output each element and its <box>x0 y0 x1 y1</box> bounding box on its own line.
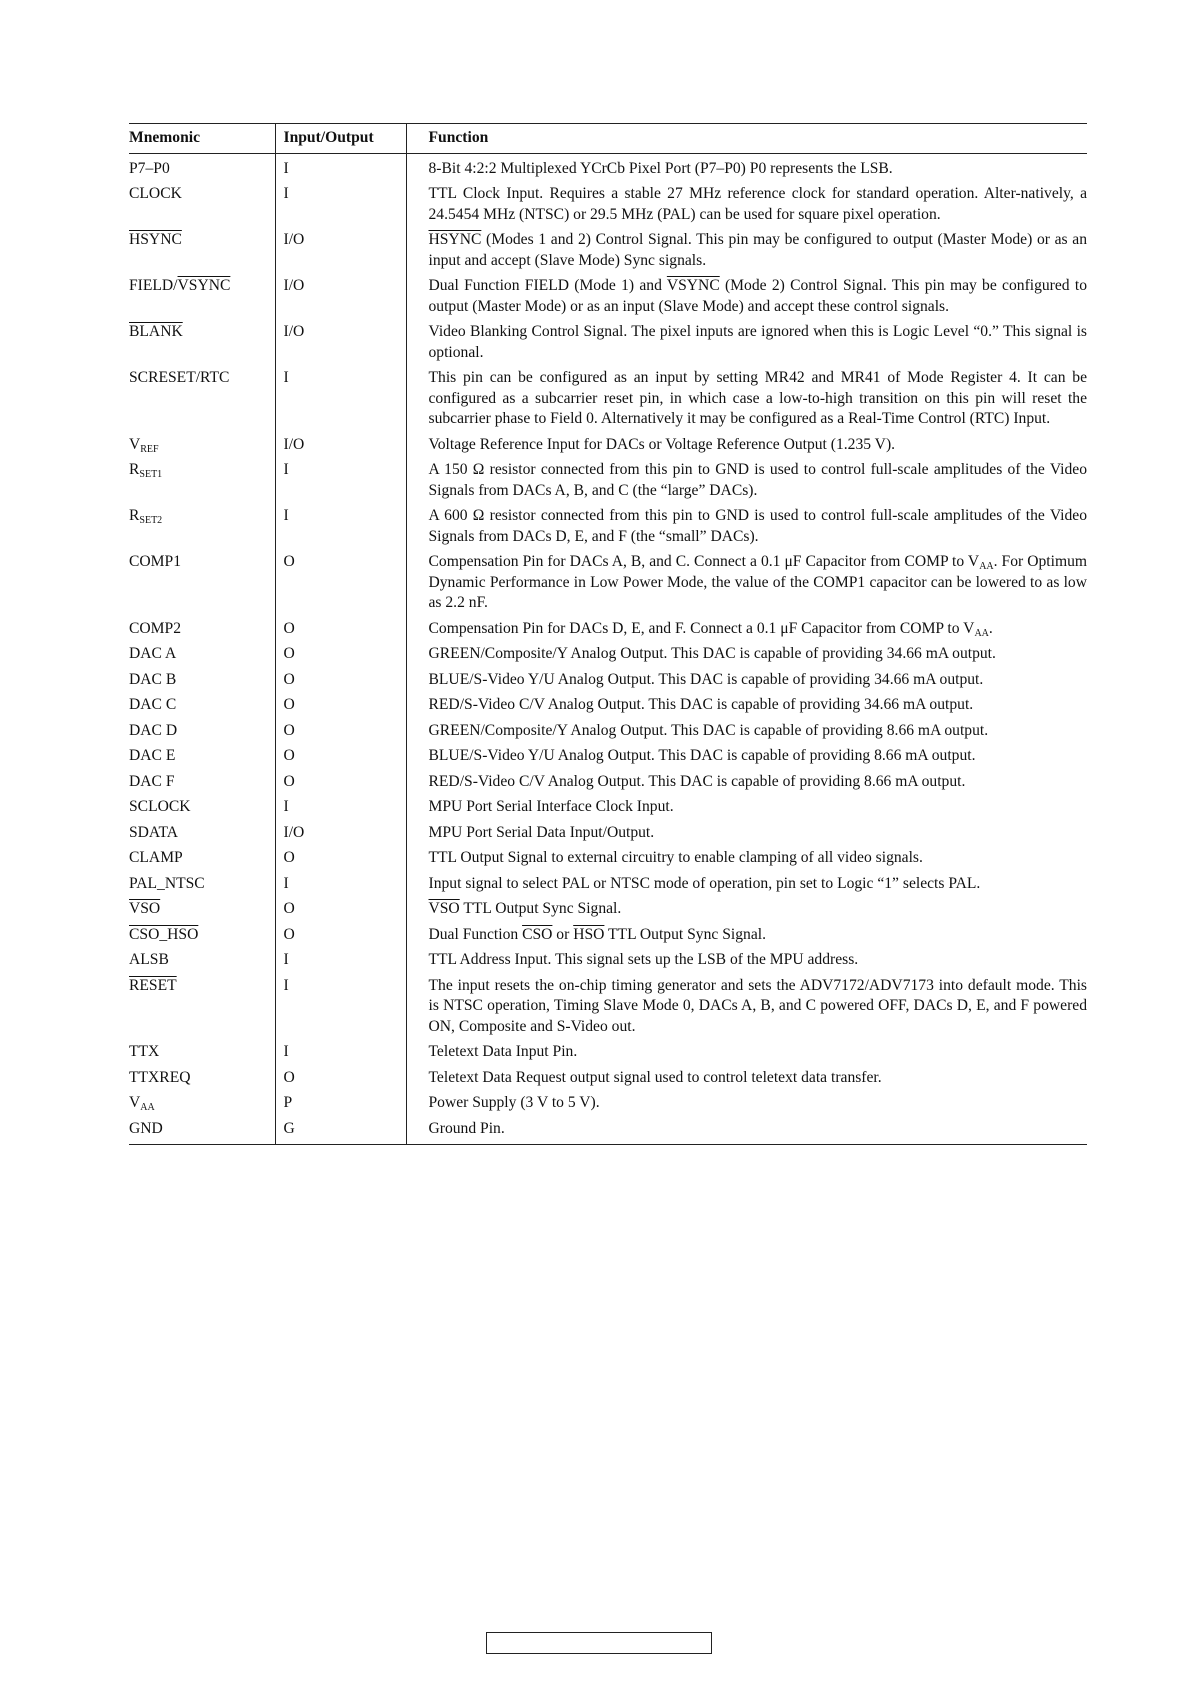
io-cell: P <box>275 1091 406 1117</box>
mnemonic-subscript: SET2 <box>139 515 163 526</box>
function-cell: Power Supply (3 V to 5 V). <box>406 1091 1087 1117</box>
io-cell: O <box>275 846 406 872</box>
function-cell: RED/S-Video C/V Analog Output. This DAC is capable of providing 8.66 mA output. <box>406 770 1087 796</box>
function-cell: TTL Output Signal to external circuitry to enable clamping of all video signals. <box>406 846 1087 872</box>
io-cell: O <box>275 744 406 770</box>
mnemonic-text: V <box>129 435 141 453</box>
mnemonic-subscript: SET1 <box>139 469 163 480</box>
mnemonic-overline-text: CSO_HSO <box>129 925 199 943</box>
io-cell: I <box>275 366 406 433</box>
function-overline-text: $\overline{VSO}$ <box>428 900 460 917</box>
function-cell <box>406 897 1087 923</box>
mnemonic-cell: TTX <box>129 1043 160 1060</box>
mnemonic-text: FIELD/ <box>129 277 178 294</box>
header-input-output: Input/Output <box>275 124 406 154</box>
io-cell: O <box>275 693 406 719</box>
table-row <box>129 846 1087 872</box>
function-subscript: AA <box>974 627 989 639</box>
io-cell: O <box>275 550 406 617</box>
mnemonic-text: R <box>129 461 140 478</box>
function-cell: Ground Pin. <box>406 1117 1087 1145</box>
io-cell: O <box>275 617 406 643</box>
mnemonic-overline-text: VSYNC <box>177 277 231 294</box>
table-row <box>129 274 1087 320</box>
mnemonic-cell: TTXREQ <box>129 1068 191 1086</box>
function-text: . For Optimum Dynamic Performance in Low Power Mode, the value of the COMP1 capacitor can be lowered to as low as 2.2 nF. <box>428 553 1087 611</box>
table-row <box>129 153 1087 182</box>
function-cell: Input signal to select PAL or NTSC mode of operation, pin set to Logic “1” selects PAL. <box>406 872 1087 898</box>
table-row <box>129 182 1087 228</box>
function-subscript: AA <box>979 561 994 572</box>
table-row <box>129 617 1087 643</box>
table-row <box>129 821 1087 847</box>
function-cell: MPU Port Serial Data Input/Output. <box>406 821 1087 847</box>
function-cell: BLUE/S-Video Y/U Analog Output. This DAC is capable of providing 8.66 mA output. <box>406 744 1087 770</box>
io-cell: O <box>275 770 406 796</box>
function-text: (Mode 2) Control Signal. This pin may be configured to output (Master Mode) or as an input (Slave Mode) and accept these control signals. <box>428 277 1087 315</box>
io-cell: I <box>275 974 406 1041</box>
function-text: or <box>552 925 574 943</box>
function-cell: TTL Address Input. This signal sets up the LSB of the MPU address. <box>406 948 1087 974</box>
mnemonic-cell: DAC C <box>129 696 177 713</box>
function-cell <box>406 274 1087 320</box>
mnemonic-cell: SCRESET/RTC <box>129 369 230 386</box>
function-text: Dual Function FIELD (Mode 1) and <box>428 277 667 294</box>
function-cell: The input resets the on-chip timing generator and sets the ADV7172/ADV7173 into default mode. This is NTSC operation, Timing Slave Mode 0, DACs A, B, and C powered OFF, DACs D, E, and F powered ON, Composite and S-Video out. <box>406 974 1087 1041</box>
io-cell: I <box>275 1040 406 1066</box>
function-cell <box>406 550 1087 617</box>
function-text: (Modes 1 and 2) Control Signal. This pin may be configured to output (Master Mode) or as an input and accept (Slave Mode) Sync signals. <box>428 231 1087 269</box>
mnemonic-subscript: REF <box>140 443 159 455</box>
io-cell: I <box>275 458 406 504</box>
io-cell: O <box>275 897 406 923</box>
function-text: TTL Output Sync Signal. <box>459 900 622 917</box>
function-text: Compensation Pin for DACs A, B, and C. Connect a 0.1 μF Capacitor from COMP to V <box>428 553 980 570</box>
io-cell: I/O <box>275 228 406 274</box>
function-text: TTL Output Sync Signal. <box>604 925 766 943</box>
function-cell: Teletext Data Input Pin. <box>406 1040 1087 1066</box>
mnemonic-cell: COMP2 <box>129 619 181 637</box>
function-cell: This pin can be configured as an input by setting MR42 and MR41 of Mode Register 4. It can be configured as a subcarrier reset pin, in which case a low-to-high transition on this pin will reset the subcarrier phase to Field 0. Alternatively it may be configured as a Real-Time Control (RTC) Input. <box>406 366 1087 433</box>
mnemonic-text: V <box>129 1094 141 1111</box>
function-cell: Teletext Data Request output signal used to control teletext data transfer. <box>406 1066 1087 1092</box>
mnemonic-cell <box>129 1091 275 1117</box>
table-row <box>129 923 1087 949</box>
io-cell: I/O <box>275 433 406 459</box>
table-row <box>129 320 1087 366</box>
table-row <box>129 550 1087 617</box>
function-cell: TTL Clock Input. Requires a stable 27 MHz reference clock for standard operation. Alter-natively, a 24.5454 MHz (NTSC) or 29.5 MHz (PAL) can be used for square pixel operation. <box>406 182 1087 228</box>
header-function: Function <box>406 124 1087 154</box>
function-cell: GREEN/Composite/Y Analog Output. This DAC is capable of providing 34.66 mA output. <box>406 642 1087 668</box>
io-cell: I <box>275 872 406 898</box>
page-footer-box <box>486 1632 712 1654</box>
mnemonic-cell <box>129 274 275 320</box>
table-row <box>129 458 1087 504</box>
function-cell: BLUE/S-Video Y/U Analog Output. This DAC is capable of providing 34.66 mA output. <box>406 668 1087 694</box>
io-cell: O <box>275 923 406 949</box>
mnemonic-text: R <box>129 507 140 524</box>
mnemonic-cell: ALSB <box>129 951 169 968</box>
table-header-row <box>129 124 1087 154</box>
table-row <box>129 744 1087 770</box>
io-cell: I <box>275 795 406 821</box>
mnemonic-subscript: AA <box>140 1102 155 1113</box>
function-cell <box>406 923 1087 949</box>
io-cell: I/O <box>275 274 406 320</box>
table-row <box>129 228 1087 274</box>
mnemonic-cell: SCLOCK <box>129 798 191 815</box>
mnemonic-cell <box>129 458 275 504</box>
mnemonic-cell: DAC A <box>129 645 177 662</box>
mnemonic-cell: DAC B <box>129 670 177 688</box>
mnemonic-cell <box>129 897 275 923</box>
function-cell: RED/S-Video C/V Analog Output. This DAC is capable of providing 34.66 mA output. <box>406 693 1087 719</box>
function-cell: A 600 Ω resistor connected from this pin to GND is used to control full-scale amplitudes of the Video Signals from DACs D, E, and F (the “small” DACs). <box>406 504 1087 550</box>
io-cell: O <box>275 1066 406 1092</box>
io-cell: I/O <box>275 320 406 366</box>
function-overline-text: HSYNC <box>428 231 482 248</box>
mnemonic-cell: P7–P0 <box>129 159 170 177</box>
io-cell: I <box>275 182 406 228</box>
table-row <box>129 719 1087 745</box>
table-row <box>129 642 1087 668</box>
table-row <box>129 770 1087 796</box>
mnemonic-cell <box>129 504 275 550</box>
io-cell: I <box>275 153 406 182</box>
mnemonic-cell: CLAMP <box>129 849 183 866</box>
table-row <box>129 872 1087 898</box>
table-row <box>129 366 1087 433</box>
io-cell: G <box>275 1117 406 1145</box>
mnemonic-cell: SDATA <box>129 823 179 841</box>
table-row <box>129 1066 1087 1092</box>
pin-function-table <box>129 123 1087 1145</box>
mnemonic-cell: PAL_NTSC <box>129 874 205 892</box>
function-cell <box>406 617 1087 643</box>
table-row <box>129 1040 1087 1066</box>
table-row <box>129 795 1087 821</box>
function-cell: Video Blanking Control Signal. The pixel inputs are ignored when this is Logic Level “0.” This signal is optional. <box>406 320 1087 366</box>
function-text: Dual Function <box>428 925 523 943</box>
function-cell: MPU Port Serial Interface Clock Input. <box>406 795 1087 821</box>
io-cell: O <box>275 668 406 694</box>
function-cell: A 150 Ω resistor connected from this pin to GND is used to control full-scale amplitudes of the Video Signals from DACs A, B, and C (the “large” DACs). <box>406 458 1087 504</box>
mnemonic-cell: CLOCK <box>129 185 182 202</box>
function-cell: GREEN/Composite/Y Analog Output. This DAC is capable of providing 8.66 mA output. <box>406 719 1087 745</box>
mnemonic-overline-text: BLANK <box>129 323 183 340</box>
header-mnemonic: Mnemonic <box>129 124 275 154</box>
table-row <box>129 433 1087 459</box>
table-row <box>129 693 1087 719</box>
mnemonic-cell: DAC E <box>129 747 176 764</box>
table-row <box>129 1117 1087 1145</box>
table-row <box>129 948 1087 974</box>
table-row <box>129 1091 1087 1117</box>
io-cell: I <box>275 948 406 974</box>
mnemonic-cell: COMP1 <box>129 553 181 570</box>
mnemonic-overline-text: HSYNC <box>129 231 182 248</box>
mnemonic-cell: DAC D <box>129 721 178 739</box>
mnemonic-cell <box>129 974 275 1041</box>
mnemonic-cell: DAC F <box>129 772 175 790</box>
function-cell <box>406 228 1087 274</box>
function-cell: Voltage Reference Input for DACs or Voltage Reference Output (1.235 V). <box>406 433 1087 459</box>
mnemonic-overline-text: RESET <box>129 976 177 994</box>
function-overline-text: $\overline{HSO}$ <box>573 925 605 943</box>
table-row <box>129 668 1087 694</box>
function-text: Compensation Pin for DACs D, E, and F. Connect a 0.1 μF Capacitor from COMP to V <box>428 619 975 637</box>
table-row <box>129 504 1087 550</box>
mnemonic-cell <box>129 923 275 949</box>
mnemonic-cell <box>129 228 275 274</box>
table-row <box>129 897 1087 923</box>
mnemonic-overline-text: $\overline{VSO}$ <box>129 900 161 917</box>
mnemonic-cell <box>129 320 275 366</box>
function-text: . <box>988 619 993 637</box>
mnemonic-cell <box>129 433 275 459</box>
io-cell: I <box>275 504 406 550</box>
table-row <box>129 974 1087 1041</box>
io-cell: O <box>275 719 406 745</box>
function-overline-text: $\overline{CSO}$ <box>522 925 553 943</box>
io-cell: O <box>275 642 406 668</box>
function-cell: 8-Bit 4:2:2 Multiplexed YCrCb Pixel Port (P7–P0) P0 represents the LSB. <box>406 153 1087 182</box>
mnemonic-cell: GND <box>129 1117 275 1145</box>
io-cell: I/O <box>275 821 406 847</box>
function-overline-text: VSYNC <box>666 277 720 294</box>
